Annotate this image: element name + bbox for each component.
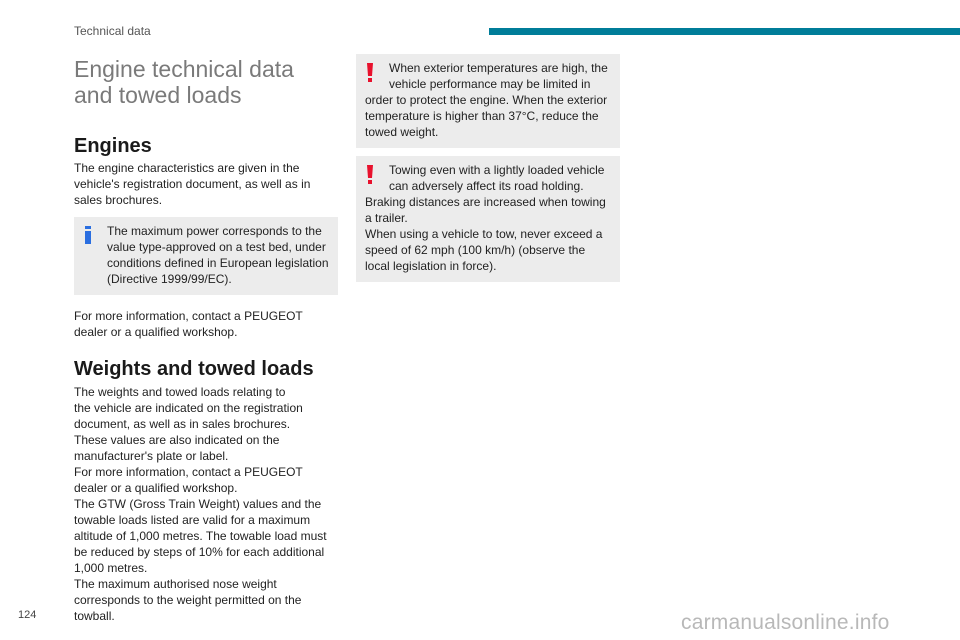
- temperature-warning-box: [356, 54, 620, 148]
- header-accent-bar: [489, 28, 960, 35]
- page-title: Engine technical data and towed loads: [74, 56, 294, 108]
- watermark: carmanualsonline.info: [681, 611, 890, 634]
- towing-warning-rest: Braking distances are increased when towing a trailer. When using a vehicle to tow, never exceed a speed of 62 mph (100 km/h) (observe the local legislation in force).: [365, 195, 606, 273]
- middle-column: [356, 54, 620, 282]
- engines-more-info: For more information, contact a PEUGEOT dealer or a qualified workshop.: [74, 309, 303, 339]
- weights-heading: Weights and towed loads: [74, 358, 314, 380]
- engines-info-box: [74, 217, 338, 295]
- engines-heading: Engines: [74, 135, 152, 157]
- weights-body: The weights and towed loads relating to the vehicle are indicated on the registration document, as well as in sales brochures. These values are also indicated on the manufacturer's plate or label. For more information, contact a PEUGEOT dealer or a qualified workshop. The GTW (Gross Train Weight) values and the towable loads listed are valid for a maximum altitude of 1,000 metres. The towable load must be reduced by steps of 10% for each additional 1,000 metres. The maximum authorised nose weight corresponds to the weight permitted on the towball.: [74, 385, 327, 623]
- temperature-warning-rest: order to protect the engine. When the exterior temperature is higher than 37°C, reduce the towed weight.: [365, 93, 608, 139]
- engines-info-text: The maximum power corresponds to the value type-approved on a test bed, under conditions defined in European legislation (Directive 1999/99/EC).: [107, 224, 329, 286]
- header-section-label: Technical data: [74, 24, 151, 38]
- towing-warning-first: Towing even with a lightly loaded vehicle can adversely affect its road holding.: [389, 163, 605, 193]
- left-column: [74, 56, 338, 624]
- towing-warning-box: [356, 156, 620, 282]
- warning-icon: [366, 165, 374, 189]
- engines-intro: The engine characteristics are given in the vehicle's registration document, as well as in sales brochures.: [74, 161, 311, 207]
- info-icon: [84, 226, 92, 248]
- page-number: 124: [18, 609, 37, 621]
- warning-icon: [366, 63, 374, 87]
- temperature-warning-first: When exterior temperatures are high, the vehicle performance may be limited in: [389, 61, 608, 91]
